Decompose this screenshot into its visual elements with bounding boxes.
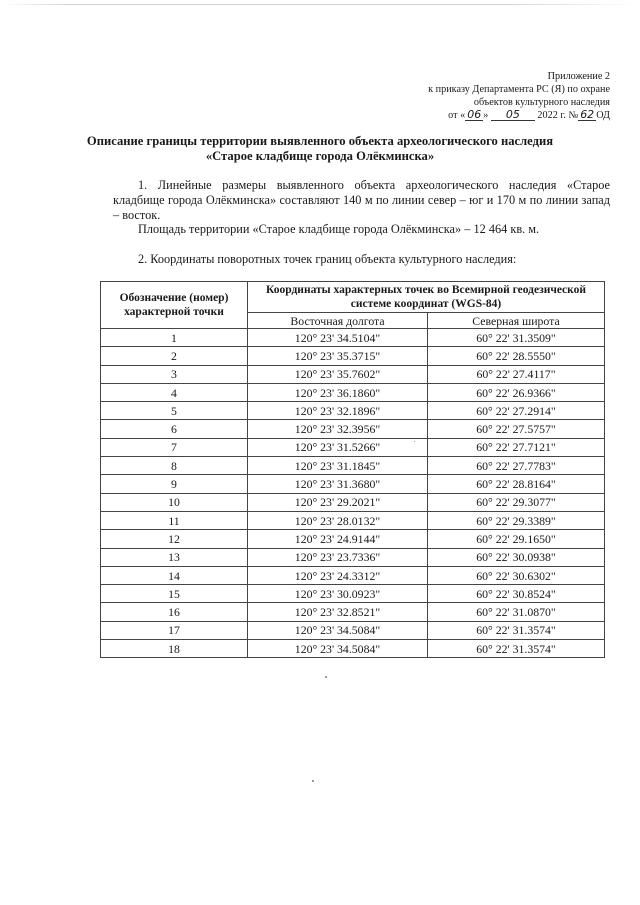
handwritten-number: 62	[580, 108, 595, 121]
appendix-date-line	[428, 109, 610, 122]
table-row	[101, 383, 605, 401]
longitude-cell: 120° 23' 35.7602"	[248, 365, 428, 383]
point-number-cell: 2	[101, 347, 248, 365]
point-number-cell: 12	[101, 530, 248, 548]
handwritten-month: 05	[491, 110, 535, 121]
point-number-cell: 6	[101, 420, 248, 438]
point-number-cell: 14	[101, 566, 248, 584]
point-number-cell: 8	[101, 457, 248, 475]
table-row	[101, 640, 605, 658]
longitude-cell: 120° 23' 35.3715"	[248, 347, 428, 365]
longitude-cell: 120° 23' 29.2021"	[248, 493, 428, 511]
latitude-cell: 60° 22' 27.4117"	[428, 365, 605, 383]
point-number-cell: 1	[101, 329, 248, 347]
longitude-cell: 120° 23' 34.5104"	[248, 329, 428, 347]
longitude-cell: 120° 23' 31.1845"	[248, 457, 428, 475]
point-number-cell: 16	[101, 603, 248, 621]
latitude-cell: 60° 22' 29.3077"	[428, 493, 605, 511]
point-number-cell: 5	[101, 402, 248, 420]
latitude-cell: 60° 22' 31.0870"	[428, 603, 605, 621]
latitude-cell: 60° 22' 31.3574"	[428, 621, 605, 639]
latitude-cell: 60° 22' 31.3574"	[428, 640, 605, 658]
latitude-cell: 60° 22' 27.5757"	[428, 420, 605, 438]
point-number-cell: 4	[101, 383, 248, 401]
date-mid: »	[483, 110, 489, 121]
longitude-cell: 120° 23' 32.3956"	[248, 420, 428, 438]
latitude-cell: 60° 22' 29.1650"	[428, 530, 605, 548]
point-number-cell: 15	[101, 585, 248, 603]
latitude-cell: 60° 22' 30.8524"	[428, 585, 605, 603]
document-title	[0, 134, 640, 164]
latitude-header: Северная широта	[428, 313, 605, 329]
coords-system-header: Координаты характерных точек во Всемирной геодезической системе координат (WGS-84)	[248, 282, 605, 313]
table-row	[101, 329, 605, 347]
table-row	[101, 457, 605, 475]
point-number-cell: 7	[101, 438, 248, 456]
longitude-cell: 120° 23' 30.0923"	[248, 585, 428, 603]
scan-edge-line	[0, 4, 640, 5]
point-number-cell: 3	[101, 365, 248, 383]
table-row	[101, 347, 605, 365]
table-row	[101, 475, 605, 493]
table-row	[101, 566, 605, 584]
latitude-cell: 60° 22' 27.2914"	[428, 402, 605, 420]
latitude-cell: 60° 22' 27.7121"	[428, 438, 605, 456]
appendix-title: Приложение 2	[547, 71, 610, 82]
table-row	[101, 511, 605, 529]
longitude-cell: 120° 23' 32.1896"	[248, 402, 428, 420]
longitude-cell: 120° 23' 31.5266"	[248, 438, 428, 456]
table-row	[101, 402, 605, 420]
table-row	[101, 603, 605, 621]
longitude-header: Восточная долгота	[248, 313, 428, 329]
point-number-cell: 17	[101, 621, 248, 639]
point-number-cell: 18	[101, 640, 248, 658]
paragraph-dimensions: 1. Линейные размеры выявленного объекта археологического наследия «Старое кладбище города Олёкминска» составляют 140 м по линии север – юг и 170 м по линии запад – восток.	[113, 178, 610, 222]
longitude-cell: 120° 23' 31.3680"	[248, 475, 428, 493]
order-suffix: ОД	[596, 110, 610, 121]
date-year: 2022 г. №	[537, 110, 579, 121]
scan-speck	[312, 780, 314, 782]
date-prefix: от «	[448, 110, 466, 121]
longitude-cell: 120° 23' 23.7336"	[248, 548, 428, 566]
point-number-cell: 9	[101, 475, 248, 493]
coordinates-table	[100, 281, 605, 658]
table-row	[101, 530, 605, 548]
latitude-cell: 60° 22' 28.8164"	[428, 475, 605, 493]
longitude-cell: 120° 23' 34.5084"	[248, 640, 428, 658]
table-row	[101, 585, 605, 603]
point-number-cell: 11	[101, 511, 248, 529]
appendix-order-ref-cont: объектов культурного наследия	[473, 97, 610, 108]
scan-speck	[414, 441, 415, 442]
longitude-cell: 120° 23' 32.8521"	[248, 603, 428, 621]
scan-speck	[325, 676, 327, 678]
table-row	[101, 365, 605, 383]
table-row	[101, 438, 605, 456]
latitude-cell: 60° 22' 29.3389"	[428, 511, 605, 529]
table-row	[101, 548, 605, 566]
point-number-header: Обозначение (номер) характерной точки	[101, 282, 248, 329]
paragraph-coords-intro: 2. Координаты поворотных точек границ объекта культурного наследия:	[138, 252, 517, 266]
longitude-cell: 120° 23' 34.5084"	[248, 621, 428, 639]
appendix-block	[428, 70, 610, 122]
title-line-1: Описание границы территории выявленного объекта археологического наследия	[86, 134, 554, 148]
point-number-cell: 13	[101, 548, 248, 566]
longitude-cell: 120° 23' 24.3312"	[248, 566, 428, 584]
paragraph-area: Площадь территории «Старое кладбище города Олёкминска» – 12 464 кв. м.	[138, 222, 540, 236]
point-number-cell: 10	[101, 493, 248, 511]
longitude-cell: 120° 23' 36.1860"	[248, 383, 428, 401]
latitude-cell: 60° 22' 26.9366"	[428, 383, 605, 401]
title-line-2: «Старое кладбище города Олёкминска»	[205, 149, 435, 163]
latitude-cell: 60° 22' 30.6302"	[428, 566, 605, 584]
table-header-row	[101, 282, 605, 313]
longitude-cell: 120° 23' 24.9144"	[248, 530, 428, 548]
table-body	[101, 329, 605, 658]
table-row	[101, 621, 605, 639]
latitude-cell: 60° 22' 30.0938"	[428, 548, 605, 566]
latitude-cell: 60° 22' 27.7783"	[428, 457, 605, 475]
handwritten-day: 06	[467, 108, 482, 121]
appendix-order-ref: к приказу Департамента РС (Я) по охране	[428, 84, 610, 95]
table-row	[101, 420, 605, 438]
table-row	[101, 493, 605, 511]
latitude-cell: 60° 22' 31.3509"	[428, 329, 605, 347]
latitude-cell: 60° 22' 28.5550"	[428, 347, 605, 365]
longitude-cell: 120° 23' 28.0132"	[248, 511, 428, 529]
